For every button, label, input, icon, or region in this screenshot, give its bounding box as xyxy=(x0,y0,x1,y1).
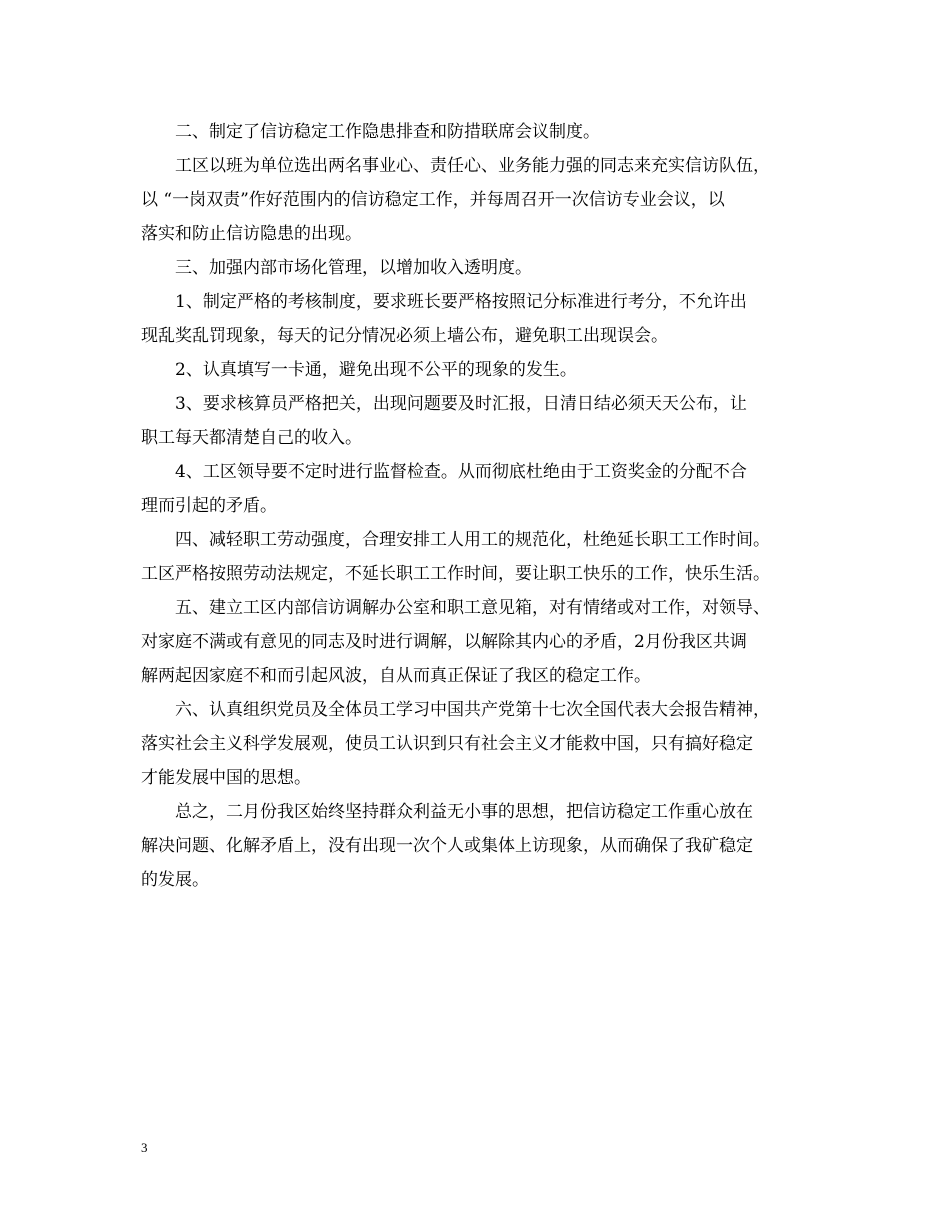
paragraph-line: 落实社会主义科学发展观，使员工认识到只有社会主义才能救中国，只有搞好稳定 xyxy=(141,734,753,754)
paragraph-line: 工区以班为单位选出两名事业心、责任心、业务能力强的同志来充实信访队伍， xyxy=(175,156,770,176)
paragraph-line: 2、认真填写一卡通，避免出现不公平的现象的发生。 xyxy=(175,360,577,380)
paragraph-line: 的发展。 xyxy=(141,870,209,890)
paragraph-line: 理而引起的矛盾。 xyxy=(141,496,277,516)
paragraph-line: 解决问题、化解矛盾上，没有出现一次个人或集体上访现象，从而确保了我矿稳定 xyxy=(141,836,753,856)
document-body xyxy=(141,115,821,897)
paragraph-line: 工区严格按照劳动法规定，不延长职工工作时间，要让职工快乐的工作，快乐生活。 xyxy=(141,564,770,584)
paragraph-line: 三、加强内部市场化管理，以增加收入透明度。 xyxy=(175,258,532,278)
paragraph-line: 对家庭不满或有意见的同志及时进行调解，以解除其内心的矛盾，2月份我区共调 xyxy=(141,632,747,652)
paragraph-line: 总之，二月份我区始终坚持群众利益无小事的思想，把信访稳定工作重心放在 xyxy=(175,802,753,822)
page-number: 3 xyxy=(141,1140,148,1155)
paragraph-line: 四、减轻职工劳动强度，合理安排工人用工的规范化，杜绝延长职工工作时间。 xyxy=(175,530,770,550)
paragraph-line: 4、工区领导要不定时进行监督检查。从而彻底杜绝由于工资奖金的分配不合 xyxy=(175,462,747,482)
paragraph-line: 六、认真组织党员及全体员工学习中国共产党第十七次全国代表大会报告精神， xyxy=(175,700,770,720)
paragraph-line: 1、制定严格的考核制度，要求班长要严格按照记分标准进行考分，不允许出 xyxy=(175,292,747,312)
paragraph-line: 五、建立工区内部信访调解办公室和职工意见箱，对有情绪或对工作，对领导、 xyxy=(175,598,770,618)
paragraph-line: 以 “一岗双责”作好范围内的信访稳定工作，并每周召开一次信访专业会议，以 xyxy=(141,190,725,210)
paragraph-line: 3、要求核算员严格把关，出现问题要及时汇报，日清日结必须天天公布，让 xyxy=(175,394,747,414)
paragraph-line: 职工每天都清楚自己的收入。 xyxy=(141,428,362,448)
paragraph-line: 现乱奖乱罚现象，每天的记分情况必须上墙公布，避免职工出现误会。 xyxy=(141,326,668,346)
paragraph-line: 落实和防止信访隐患的出现。 xyxy=(141,224,362,244)
paragraph-line: 二、制定了信访稳定工作隐患排查和防措联席会议制度。 xyxy=(175,122,600,142)
paragraph-line: 才能发展中国的思想。 xyxy=(141,768,311,788)
paragraph-line: 解两起因家庭不和而引起风波，自从而真正保证了我区的稳定工作。 xyxy=(141,666,651,686)
